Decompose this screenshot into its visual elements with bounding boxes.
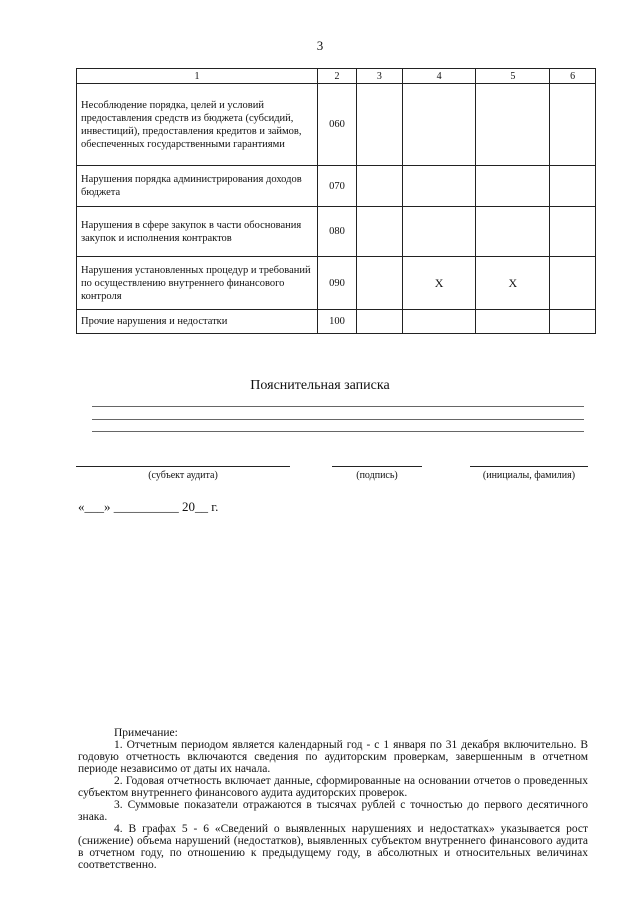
name-signature-line — [470, 466, 588, 467]
footnote-item: 4. В графах 5 - 6 «Сведений о выявленных нарушениях и недостатках» указывается рост (снижение) объема нарушений (недостатков), выявленных субъектом внутреннего финансового аудита в отчетном году, по отношению к предыдущему году, в абсолютных и относительных величинах соответственно. — [78, 823, 588, 871]
row-value-col3 — [357, 257, 403, 310]
row-value-col4 — [402, 166, 476, 207]
row-code: 100 — [318, 310, 357, 334]
name-label: (инициалы, фамилия) — [482, 470, 576, 481]
row-value-col5: Х — [476, 257, 550, 310]
row-value-col5 — [476, 310, 550, 334]
header-cell-4: 4 — [402, 69, 476, 84]
footnote-item: 2. Годовая отчетность включает данные, сформированные на основании отчетов о проведенных субъектом внутреннего финансового аудита аудиторских проверок. — [78, 775, 588, 799]
date-line: «___» __________ 20__ г. — [78, 499, 219, 514]
row-value-col4 — [402, 310, 476, 334]
header-cell-1: 1 — [77, 69, 318, 84]
row-value-col3 — [357, 84, 403, 166]
row-value-col4 — [402, 207, 476, 257]
header-cell-5: 5 — [476, 69, 550, 84]
row-description: Прочие нарушения и недостатки — [77, 310, 318, 334]
row-value-col3 — [357, 166, 403, 207]
row-value-col4 — [402, 84, 476, 166]
header-cell-6: 6 — [550, 69, 596, 84]
row-value-col6 — [550, 207, 596, 257]
row-description: Нарушения порядка администрирования доходов бюджета — [77, 166, 318, 207]
table-row — [77, 84, 596, 166]
row-value-col5 — [476, 84, 550, 166]
footnote-item: 3. Суммовые показатели отражаются в тысячах рублей с точностью до первого десятичного знака. — [78, 799, 588, 823]
note-line — [92, 419, 584, 420]
row-code: 090 — [318, 257, 357, 310]
note-line — [92, 431, 584, 432]
row-value-col5 — [476, 207, 550, 257]
row-value-col3 — [357, 310, 403, 334]
row-code: 060 — [318, 84, 357, 166]
footnotes-title: Примечание: — [114, 727, 178, 739]
table-row — [77, 257, 596, 310]
row-value-col6 — [550, 257, 596, 310]
header-cell-2: 2 — [318, 69, 357, 84]
row-description: Несоблюдение порядка, целей и условий предоставления средств из бюджета (субсидий, инвестиций), предоставления кредитов и займов, обеспеченных государственными гарантиями — [77, 84, 318, 166]
page-number: 3 — [316, 38, 324, 53]
signature-label: (подпись) — [356, 470, 398, 481]
table-row — [77, 166, 596, 207]
footnotes — [78, 727, 588, 871]
row-value-col3 — [357, 207, 403, 257]
table-row — [77, 310, 596, 334]
subject-signature-line — [76, 466, 290, 467]
row-value-col6 — [550, 310, 596, 334]
row-value-col4: Х — [402, 257, 476, 310]
row-value-col6 — [550, 166, 596, 207]
row-value-col6 — [550, 84, 596, 166]
footnote-item: 1. Отчетным периодом является календарный год - с 1 января по 31 декабря включительно. В годовую отчетность включаются сведения по аудиторским проверкам, завершенным в отчетном периоде независимо от даты их начала. — [78, 739, 588, 775]
row-description: Нарушения в сфере закупок в части обоснования закупок и исполнения контрактов — [77, 207, 318, 257]
table-row — [77, 207, 596, 257]
row-code: 080 — [318, 207, 357, 257]
header-cell-3: 3 — [357, 69, 403, 84]
row-value-col5 — [476, 166, 550, 207]
row-code: 070 — [318, 166, 357, 207]
explanatory-note-title: Пояснительная записка — [250, 378, 390, 393]
note-line — [92, 406, 584, 407]
subject-label: (субъект аудита) — [148, 470, 218, 481]
table-header-row — [77, 69, 596, 84]
signature-line — [332, 466, 422, 467]
violations-table — [76, 68, 596, 334]
row-description: Нарушения установленных процедур и требований по осуществлению внутреннего финансового контроля — [77, 257, 318, 310]
